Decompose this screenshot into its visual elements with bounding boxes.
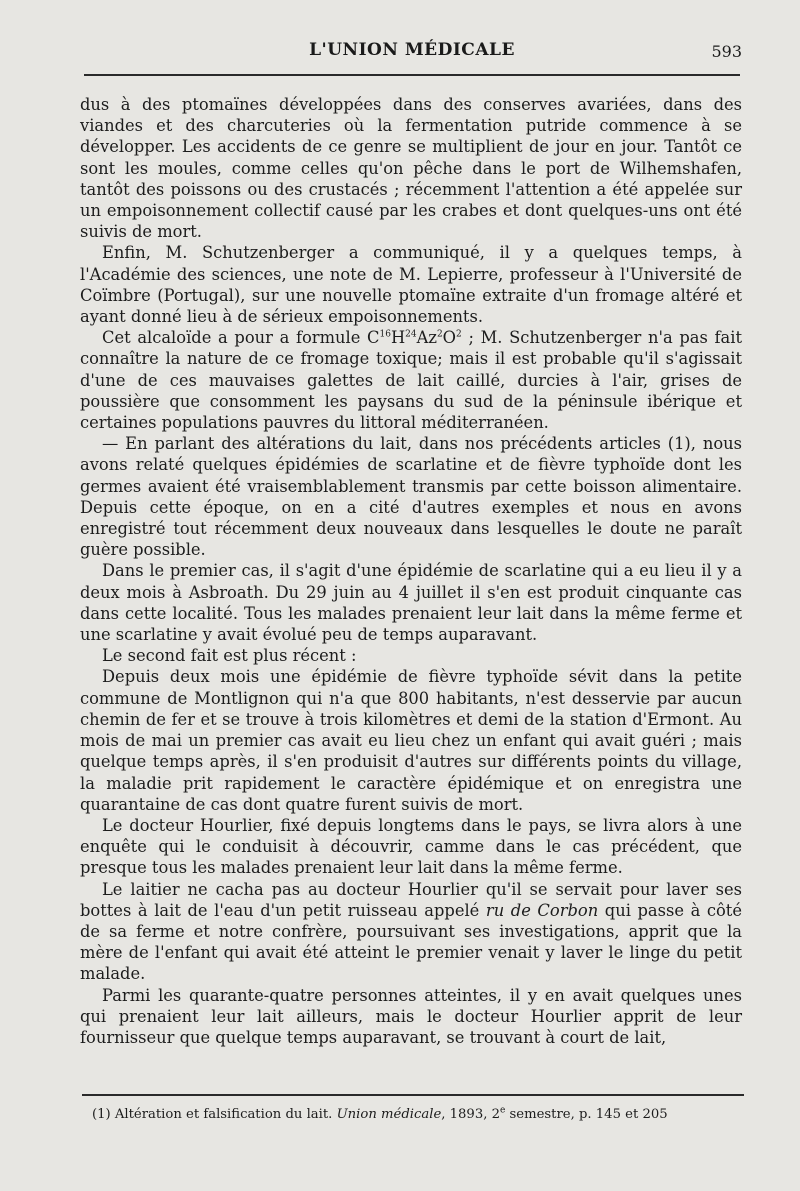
running-header xyxy=(82,40,742,68)
formula-superscript: 2 xyxy=(436,329,443,340)
paragraph: — En parlant des altérations du lait, dans nos précédents articles (1), nous avons relaté quelques épidémies de scarlatine et de fièvre typhoïde dont les germes avaient été vraisemblablement transmis par cette boisson alimentaire. Depuis cette époque, on en a cité d'autres exemples et nous en avons enregistré tout récemment deux nouveaux dans lesquelles le doute ne paraît guère possible. xyxy=(80,434,742,560)
paragraph-text: Cet alcaloïde a pour a formule C xyxy=(102,328,380,348)
formula-element: O xyxy=(442,328,457,348)
formula-element: Az xyxy=(416,328,437,348)
paragraph-text: qui passe à côté de sa ferme et notre confrère, poursuivant ses investigations, apprit que la mère de l'enfant qui avait été atteint le premier venait y laver le linge du petit malade. xyxy=(80,900,742,984)
article-body xyxy=(80,94,742,1048)
footnote-superscript: e xyxy=(500,1105,506,1116)
paragraph-text: ; M. Schutzenberger n'a pas fait connaître la nature de ce fromage toxique; mais il est probable qu'il s'agissait d'une de ces mauvaises galettes de lait caillé, durcies à l'air, grises de poussière que consomment les paysans du sud de la péninsule ibérique et certaines populations pauvres du littoral méditerranéen. xyxy=(80,328,742,433)
footnote-text: semestre, p. 145 et 205 xyxy=(505,1107,668,1122)
paragraph xyxy=(80,327,742,433)
footnote-text: , 1893, 2 xyxy=(441,1107,500,1122)
paragraph: Depuis deux mois une épidémie de fièvre typhoïde sévit dans la petite commune de Montlignon qui n'a que 800 habitants, n'est desservie par aucun chemin de fer et se trouve à trois kilomètres et demi de la station d'Ermont. Au mois de mai un premier cas avait eu lieu chez un enfant qui avait guéri ; mais quelque temps après, il s'en produisit d'autres sur différents points du village, la maladie prit rapidement le caractère épidémique et on enregistra une quarantaine de cas dont quatre furent suivis de mort. xyxy=(80,667,742,814)
formula-superscript: 2 xyxy=(456,329,462,340)
footnote xyxy=(92,1107,742,1122)
formula-superscript: 24 xyxy=(405,329,417,340)
header-rule xyxy=(84,74,740,76)
place-name: ru de Corbon xyxy=(485,900,599,920)
paragraph: Parmi les quarante-quatre personnes atteintes, il y en avait quelques unes qui prenaient leur lait ailleurs, mais le docteur Hourlier apprit de leur fournisseur que quelque temps auparavant, se trouvant à court de lait, xyxy=(80,985,742,1047)
formula-element: H xyxy=(390,328,406,348)
paragraph-text: Le laitier ne cacha pas au docteur Hourlier qu'il se servait pour laver ses bottes à lait de l'eau d'un petit ruisseau appelé xyxy=(80,879,742,920)
paragraph xyxy=(80,879,742,985)
paragraph: dus à des ptomaïnes développées dans des conserves avariées, dans des viandes et des charcuteries où la fermentation putride commence à se développer. Les accidents de ce genre se multiplient de jour en jour. Tantôt ce sont les moules, comme celles qu'on pêche dans le port de Wilhemshafen, tantôt des poissons ou des crustacés ; récemment l'attention a été appelée sur un empoisonnement collectif causé par les crabes et dont quelques-uns ont été suivis de mort. xyxy=(80,95,742,242)
paragraph: Le second fait est plus récent : xyxy=(102,646,357,666)
paragraph: Le docteur Hourlier, fixé depuis longtems dans le pays, se livra alors à une enquête qui le conduisit à découvrir, camme dans le cas précédent, que presque tous les malades prenaient leur lait dans la même ferme. xyxy=(80,815,742,878)
footnote-text: (1) Altération et falsification du lait. xyxy=(92,1107,337,1122)
journal-title: L'UNION MÉDICALE xyxy=(309,40,515,60)
paragraph: Dans le premier cas, il s'agit d'une épidémie de scarlatine qui a eu lieu il y a deux mois à Asbroath. Du 29 juin au 4 juillet il s'en est produit cinquante cas dans cette localité. Tous les malades prenaient leur lait dans la même ferme et une scarlatine y avait évolué peu de temps auparavant. xyxy=(80,561,742,645)
formula-superscript: 16 xyxy=(379,329,391,340)
paragraph: Enfin, M. Schutzenberger a communiqué, il y a quelques temps, à l'Académie des sciences, une note de M. Lepierre, professeur à l'Université de Coïmbre (Portugal), sur une nouvelle ptomaïne extraite d'un fromage altéré et ayant donné lieu à de sérieux empoisonnements. xyxy=(80,243,742,327)
footnote-journal: Union médicale xyxy=(336,1107,442,1122)
page-number: 593 xyxy=(711,42,742,61)
footnote-rule xyxy=(82,1094,744,1096)
